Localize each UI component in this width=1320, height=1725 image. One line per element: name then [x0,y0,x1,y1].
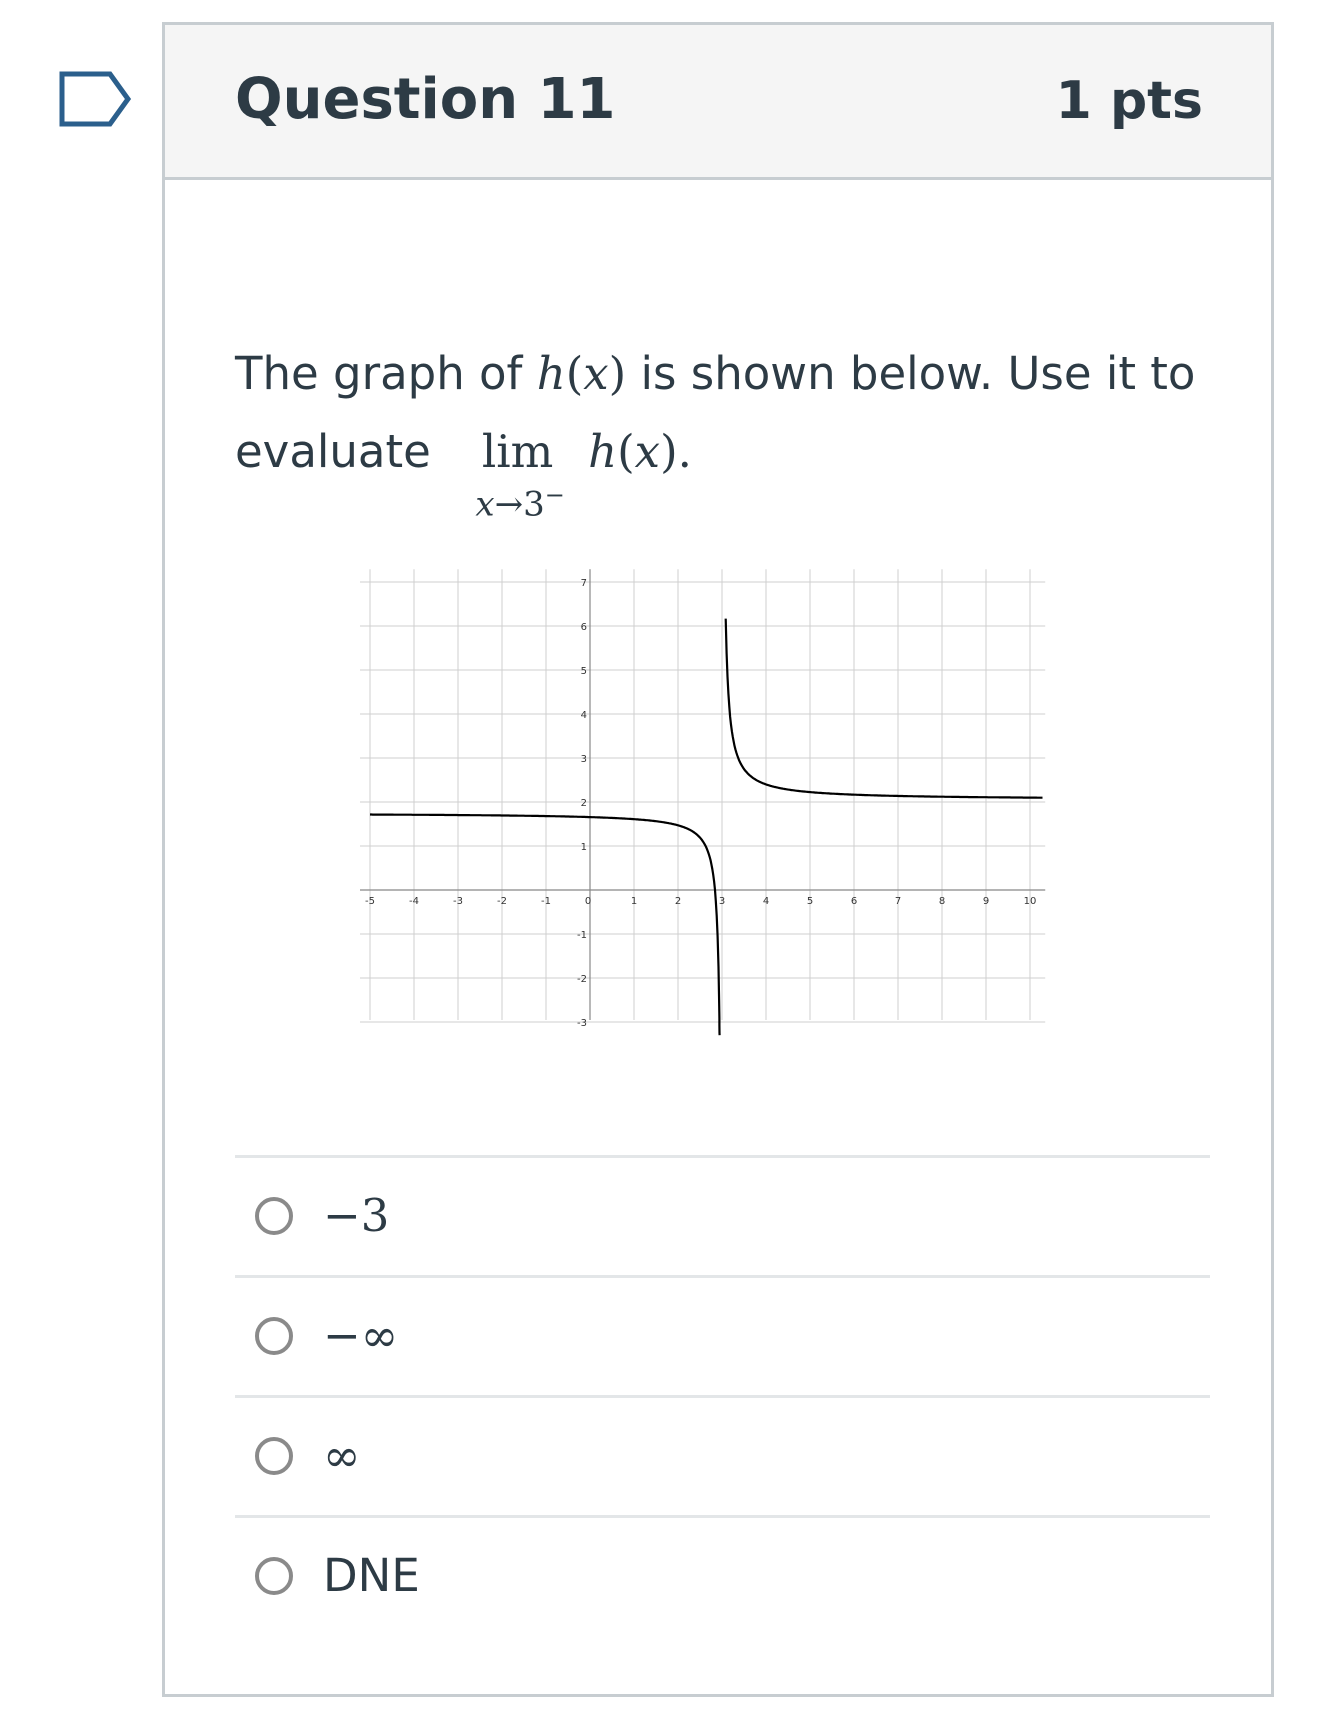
limit-word: lim [481,425,554,478]
x-tick-label: 10 [1023,896,1037,907]
answer-list [235,1155,1210,1635]
question-points: 1 pts [1055,71,1203,131]
radio-button[interactable] [255,1557,293,1595]
limit-operator [465,413,570,525]
x-tick-label: 5 [806,896,814,907]
answer-label: ∞ [323,1429,361,1482]
radio-button[interactable] [255,1197,293,1235]
answer-option-neg-3[interactable] [235,1155,1210,1275]
limit-expression: h(x). [588,425,692,478]
y-tick-label: 6 [580,622,587,633]
answer-label: −∞ [323,1309,399,1362]
y-tick-label: 7 [580,578,587,589]
answer-option-neg-infinity[interactable] [235,1275,1210,1395]
x-tick-label: 1 [630,896,638,907]
answer-label: −3 [323,1189,390,1242]
limit-subscript: x→3− [475,481,565,525]
x-tick-label: 0 [584,896,592,907]
y-tick-label: -1 [577,930,587,941]
function-h-of-x: h(x) [536,347,627,400]
bookmark-flag-icon[interactable] [58,70,134,128]
x-tick-label: -1 [541,896,551,907]
question-text [235,335,1215,525]
x-tick-label: 7 [894,896,902,907]
x-tick-label: 6 [850,896,858,907]
answer-option-dne[interactable] [235,1515,1210,1635]
graph-curve-left-branch [370,815,720,1036]
x-tick-label: -2 [497,896,507,907]
x-tick-label: -4 [409,896,419,907]
question-text-part2: is shown below. Use it to evaluate [235,347,1196,478]
y-tick-label: 4 [580,710,587,721]
radio-button[interactable] [255,1317,293,1355]
radio-button[interactable] [255,1437,293,1475]
x-tick-label: 8 [938,896,946,907]
x-tick-label: 2 [674,896,682,907]
answer-option-infinity[interactable] [235,1395,1210,1515]
function-graph [365,570,1055,1050]
y-tick-label: 3 [580,754,587,765]
y-tick-label: 1 [580,842,587,853]
y-tick-label: -3 [577,1018,587,1029]
question-text-part1: The graph of [235,347,537,400]
x-tick-label: -3 [453,896,463,907]
y-tick-label: 2 [580,798,587,809]
x-tick-label: 4 [762,896,770,907]
x-tick-label: 3 [718,896,726,907]
question-header [165,25,1271,180]
question-title: Question 11 [235,67,616,132]
question-card [162,22,1274,1697]
x-tick-label: -5 [365,896,375,907]
y-tick-label: -2 [577,974,587,985]
answer-label: DNE [323,1549,420,1602]
graph-curve-right-branch [726,619,1043,798]
y-tick-label: 5 [580,666,587,677]
x-tick-label: 9 [982,896,990,907]
